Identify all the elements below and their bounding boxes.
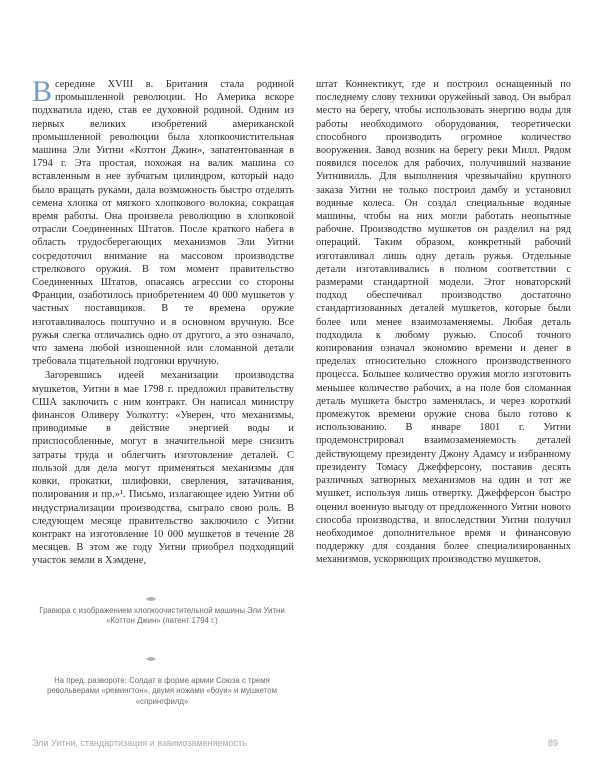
page-number: 89 xyxy=(548,738,559,748)
right-paragraph-1: штат Коннектикут, где и построил оснащенный по последнему слову техники оружейный завод. Он выбрал место на берегу, чтобы использовать энергию воды для работы необходимого оборудования, теоретически способного производить огромное количество вооружения. Завод возник на берегу реки Милл. Рядом появился поселок для рабочих, получивший название Уитнивилль. Для выполнения чрезвычайно крупного заказа Уитни не только построил дамбу и установил водяные колеса. Он создал специальные водяные машины, чтобы на них могли работать неопытные рабочие. Производство мушкетов он разделил на ряд операций. Таким образом, конкретный рабочий изготавливал лишь одну деталь ружья. Отдельные детали изготавливались в полном соответствии с размерами стандартной модели. Этот новаторский подход обеспечивал производство достаточно стандартизованных деталей мушкетов, которые были более или менее взаимозаменяемы. Любая деталь подходила к любому ружью. Способ точного копирования означал экономию времени и денег в пределах относительно сложного производственного процесса. Большее количество оружия могло изготовить меньшее количество рабочих, а на поле боя сломанная деталь мушкета быстро заменялась, и через короткий промежуток времени оружие снова было готово к использованию. В январе 1801 г. Уитни продемонстрировал взаимозаменяемость деталей действующему президенту Джону Адамсу и избранному президенту Томасу Джефферсону, поставив десять различных затворных механизмов на один и тот же мушкет, используя лишь отвертку. Джефферсон быстро оценил военную выгоду от предложенного Уитни нового способа производства, и впоследствии Уитни получил необходимое дополнительное время и финансовую поддержку для создания более специализированных механизмов, ускоряющих производство мушкетов. xyxy=(316,79,571,566)
ornament-divider-icon xyxy=(146,596,156,602)
right-column xyxy=(316,78,571,567)
left-paragraph-2: Загоревшись идеей механизации производства мушкетов, Уитни в мае 1798 г. предложил правительству США заключить с ним контракт. Он написал министру финансов Оливеру Уолкотту: «Уверен, что механизмы, приводимые в действие энергией воды и приспособленные, могут в значительной мере снизить затраты труда и облегчить изготовление деталей. С пользой для дела могут применяться механизмы для ковки, прокатки, шлифовки, сверления, затачивания, полирования и пр.»¹. Письмо, излагающее идею Уитни об индустриализации производства, сыграло свою роль. В следующем месяце правительство заключило с Уитни контракт на изготовление 10 000 мушкетов в течение 28 месяцев. В этом же году Уитни приобрел подходящий участок земли в Хэмдене, xyxy=(32,370,294,567)
drop-cap: В xyxy=(32,75,53,108)
image-caption-soldier: На пред. развороте: Солдат в форме армии Союза с тремя револьверами «ремингтон», двумя ножами «боуи» и мушкетом «спрингфилд» xyxy=(47,676,277,706)
image-caption-gin: Гравюра с изображением хлопкоочистительной машины Эли Уитни «Коттон Джин» (патент 1794 г.) xyxy=(39,606,285,626)
left-paragraph-1-text: середине XVIII в. Британия стала родиной промышленной революции. Но Америка вскоре подхватила идею, став ее духовной родиной. Одним из первых великих изобретений американской промышленной революции была хлопкоочистительная машина Эли Уитни «Коттон Джин», запатентованная в 1794 г. Эта простая, похожая на валик машина со вставленным в нее зубчатым цилиндром, который надо было вращать руками, дала возможность быстро отделять семена хлопка от мягкого хлопкового волокна, сокращая время работы. Она произвела революцию в хлопковой отрасли Соединенных Штатов. После краткого набега в область трудосберегающих механизмов Эли Уитни сосредоточил внимание на массовом производстве стрелкового оружия. В том момент правительство Соединенных Штатов, опасаясь агрессии со стороны Франции, озаботилось приобретением 40 000 мушкетов у частных поставщиков. В те времена оружие изготавливалось поштучно и в основном вручную. Все ружья слегка отличались одно от другого, а это означало, что замена любой изношенной или сломанной детали требовала тщательной подгонки вручную. xyxy=(32,79,294,368)
running-footer-title: Эли Уитни, стандартизация и взаимозаменяемость xyxy=(32,738,247,748)
left-paragraph-1 xyxy=(32,75,294,368)
ornament-divider-icon xyxy=(146,656,156,662)
left-column xyxy=(32,75,294,568)
